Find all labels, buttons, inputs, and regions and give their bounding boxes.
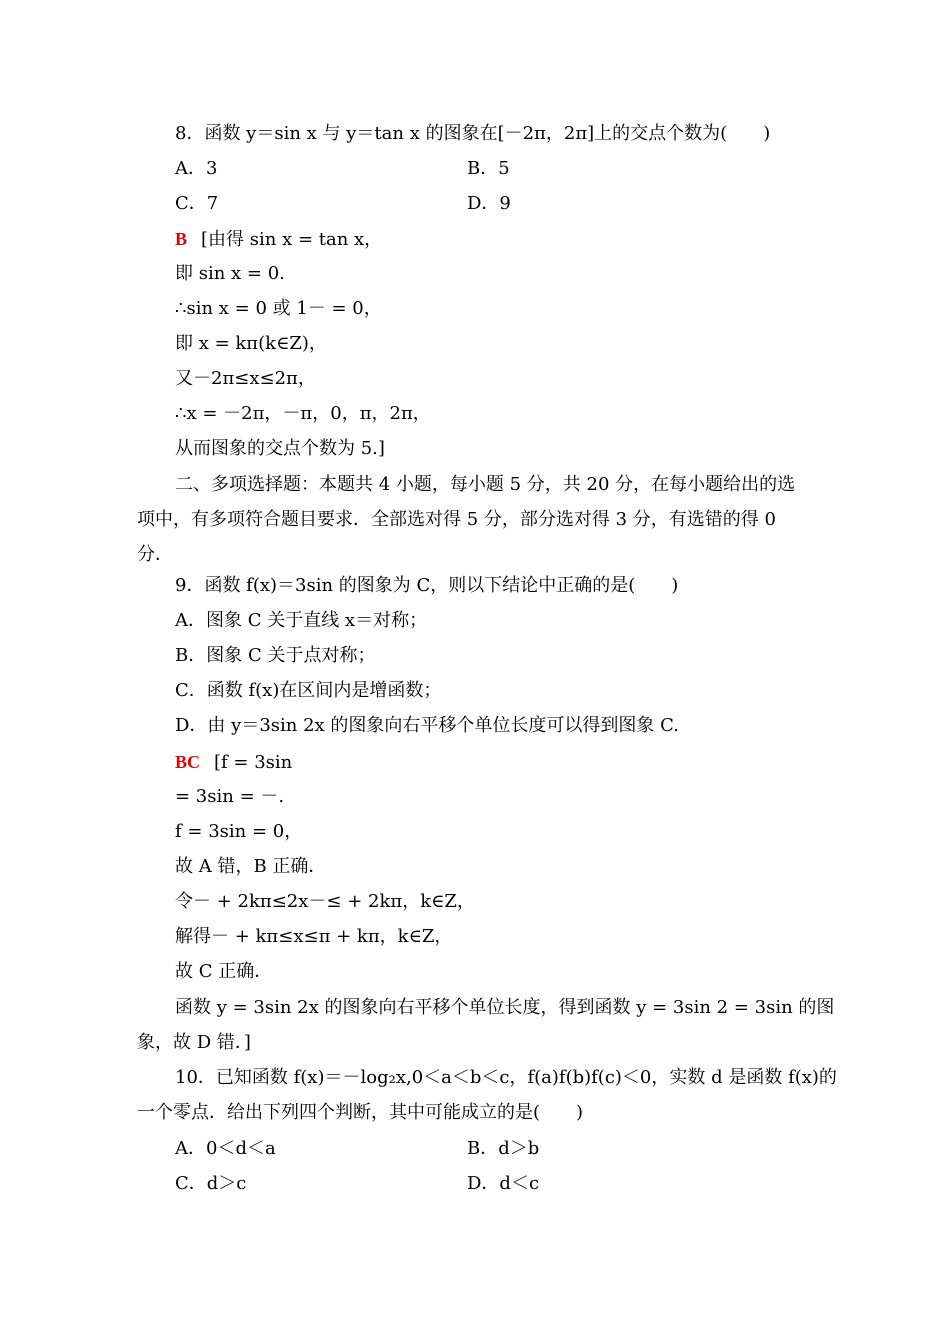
- q9-solution-line: 解得－ + kπ≤x≤π + kπ，k∈Z，: [175, 926, 453, 947]
- q9-solution-line: [175, 750, 292, 775]
- q8-solution-line: ∴sin x = 0 或 1－ = 0，: [175, 298, 382, 319]
- q8-answer: B: [175, 229, 188, 249]
- q10-option-d: D．d＜c: [467, 1173, 540, 1194]
- q10-option-c: C．d＞c: [175, 1173, 247, 1194]
- q9-solution-line: = 3sin = －.: [175, 786, 285, 807]
- q9-solution-line: f = 3sin = 0，: [175, 821, 303, 842]
- q9-option-c: C．函数 f(x)在区间内是增函数；: [175, 680, 442, 701]
- q9-solution-line: 令－ + 2kπ≤2x－≤ + 2kπ，k∈Z，: [175, 891, 475, 912]
- q8-solution-line: 又－2π≤x≤2π，: [175, 368, 316, 389]
- q9-solution-line: 函数 y = 3sin 2x 的图象向右平移个单位长度，得到函数 y = 3sin 2 = 3sin 的图: [175, 997, 835, 1018]
- q8-option-d: D．9: [467, 193, 511, 214]
- q9-stem: 9．函数 f(x)＝3sin 的图象为 C，则以下结论中正确的是( ): [175, 575, 679, 596]
- q9-solution-line: 故 A 错，B 正确．: [175, 856, 327, 877]
- q9-option-b: B．图象 C 关于点对称；: [175, 645, 376, 666]
- q10-stem-cont: 一个零点．给出下列四个判断，其中可能成立的是( ): [137, 1102, 584, 1123]
- q8-option-b: B．5: [467, 158, 510, 179]
- q8-solution-line: ∴x = －2π，－π，0，π，2π，: [175, 403, 431, 424]
- q8-option-c: C．7: [175, 193, 219, 214]
- q9-option-a: A．图象 C 关于直线 x＝对称；: [175, 610, 428, 631]
- q9-answer: BC: [175, 752, 201, 772]
- q10-option-b: B．d＞b: [467, 1138, 540, 1159]
- q8-solution-line: 从而图象的交点个数为 5.]: [175, 438, 385, 459]
- q9-solution-line: 故 C 正确．: [175, 961, 273, 982]
- q8-stem: 8．函数 y＝sin x 与 y＝tan x 的图象在[－2π，2π]上的交点个数为( ): [175, 123, 771, 144]
- q9-solution-line: 象，故 D 错．]: [137, 1032, 251, 1053]
- q10-option-a: A．0＜d＜a: [175, 1138, 276, 1159]
- q9-option-d: D．由 y＝3sin 2x 的图象向右平移个单位长度可以得到图象 C.: [175, 715, 679, 736]
- q8-solution-line: 即 sin x = 0.: [175, 263, 285, 284]
- q10-stem: 10．已知函数 f(x)＝－log₂x,0＜a＜b＜c，f(a)f(b)f(c)＜0，实数 d 是函数 f(x)的: [175, 1067, 837, 1088]
- q8-solution-text: [由得 sin x = tan x，: [201, 229, 383, 250]
- q8-solution-line: 即 x = kπ(k∈Z)，: [175, 333, 327, 354]
- section-heading: 二、多项选择题：本题共 4 小题，每小题 5 分，共 20 分，在每小题给出的选: [175, 474, 796, 495]
- q9-solution-text: [f = 3sin: [214, 752, 293, 773]
- section-heading-cont: 分．: [137, 544, 173, 565]
- q8-solution-line: [175, 227, 382, 252]
- section-heading-cont: 项中，有多项符合题目要求．全部选对得 5 分，部分选对得 3 分，有选错的得 0: [137, 509, 776, 530]
- q8-option-a: A．3: [175, 158, 218, 179]
